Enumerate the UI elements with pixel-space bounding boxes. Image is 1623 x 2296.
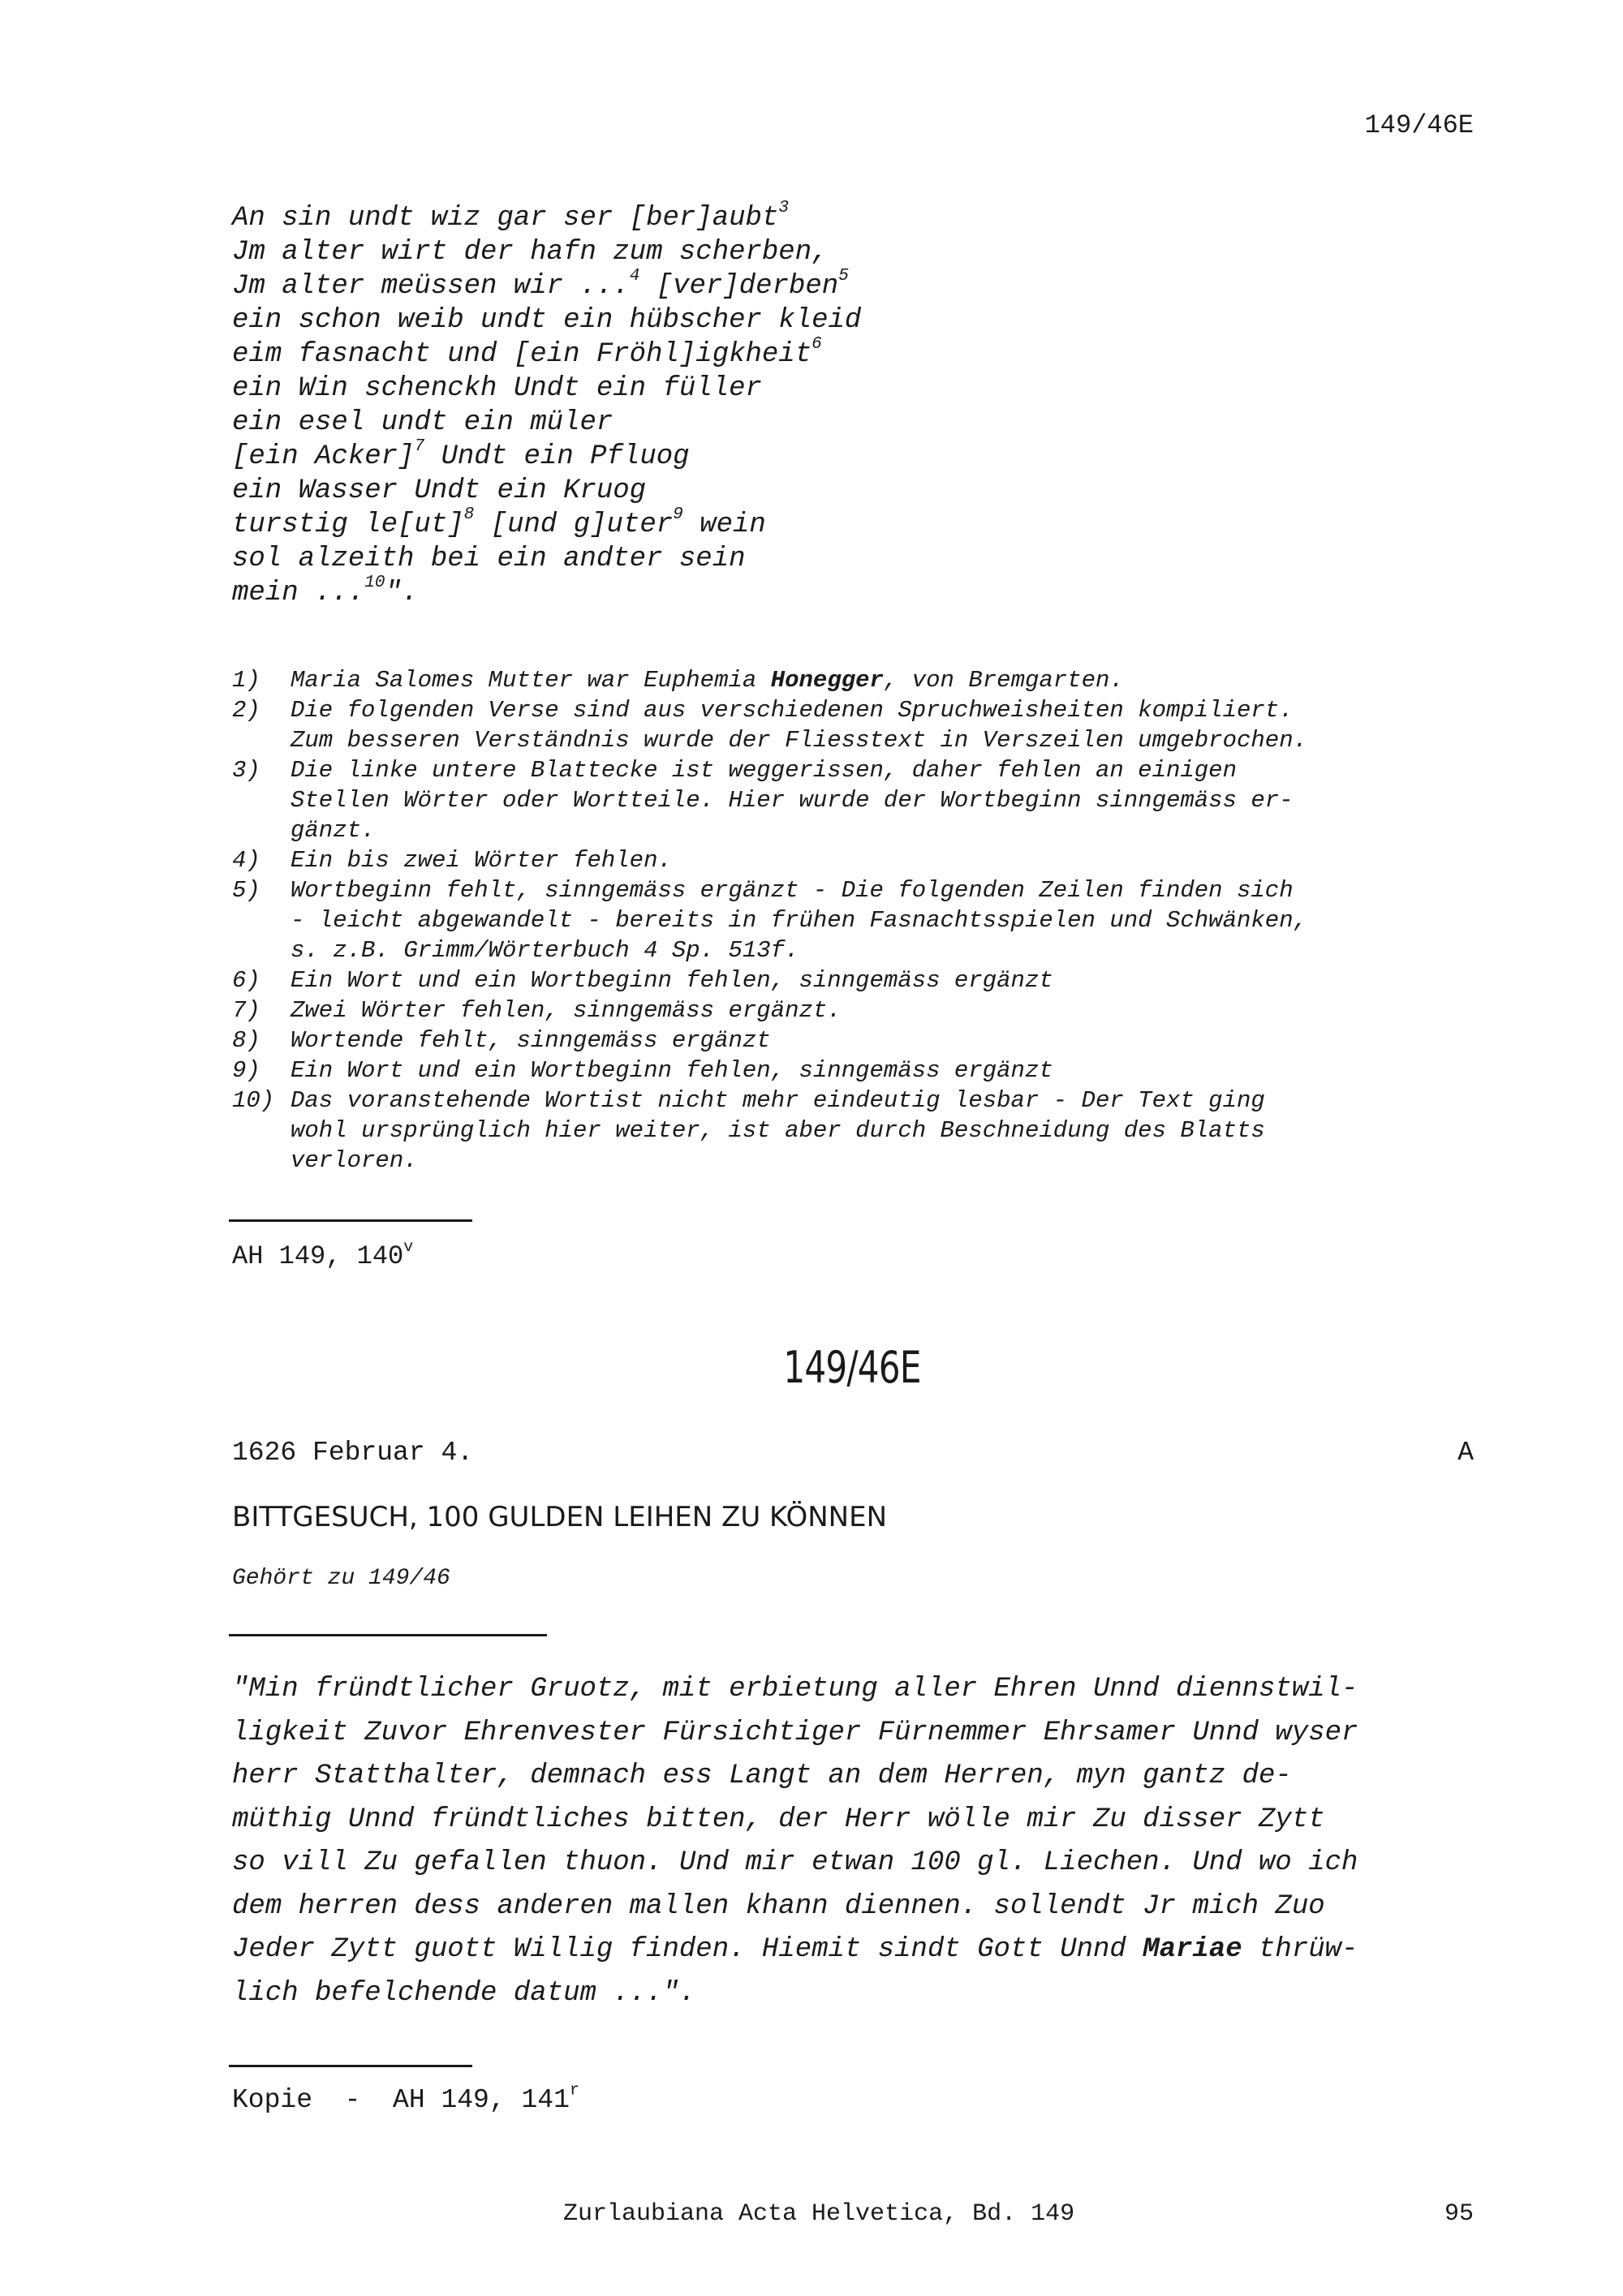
footnotes bbox=[232, 665, 1482, 1176]
entry-title: 149/46E bbox=[783, 1342, 921, 1393]
entry-date: 1626 Februar 4. bbox=[232, 1438, 474, 1468]
footnote: 9) Ein Wort und ein Wortbeginn fehlen, sinngemäss ergänzt bbox=[232, 1057, 1053, 1084]
body-line: so vill Zu gefallen thuon. Und mir etwan 100 gl. Liechen. Und wo ich bbox=[232, 1847, 1358, 1878]
footnote: 6) Ein Wort und ein Wortbeginn fehlen, sinngemäss ergänzt bbox=[232, 967, 1053, 994]
body-line: "Min fründtlicher Gruotz, mit erbietung aller Ehren Unnd diennstwil- bbox=[232, 1674, 1358, 1705]
verse-line: An sin undt wiz gar ser [ber]aubt$^3$ bbox=[232, 198, 789, 234]
footnote: 5) Wortbeginn fehlt, sinngemäss ergänzt - Die folgenden Zeilen finden sich - leicht abgewandelt - bereits in frühen Fasnachtsspielen und Schwänken, s. z.B. Grimm/Wörterbuch 4 Sp. 513f. bbox=[232, 877, 1308, 964]
body-line: ligkeit Zuvor Ehrenvester Fürsichtiger Fürnemmer Ehrsamer Unnd wyser bbox=[232, 1717, 1358, 1748]
verse-line: [ein Acker]$^7$ Undt ein Pfluog bbox=[232, 436, 690, 472]
verse-line: ein esel undt ein müler bbox=[232, 407, 613, 438]
body-line: herr Statthalter, demnach ess Langt an dem Herren, myn gantz de- bbox=[232, 1761, 1292, 1791]
verse-line: ein Win schenckh Undt ein füller bbox=[232, 373, 762, 404]
body-line: Jeder Zytt guott Willig finden. Hiemit sindt Gott Unnd Mariae thrüw- bbox=[232, 1934, 1358, 1965]
verse-line: sol alzeith bei ein andter sein bbox=[232, 544, 746, 574]
entry-subject: BITTGESUCH, 100 GULDEN LEIHEN ZU KÖNNEN bbox=[232, 1501, 888, 1533]
copy-reference: Kopie - AH 149, 141$^r$ bbox=[232, 2081, 580, 2115]
footnote: 8) Wortende fehlt, sinngemäss ergänzt bbox=[232, 1027, 771, 1054]
page-number: 95 bbox=[1444, 2200, 1474, 2228]
body-line: müthig Unnd fründtliches bitten, der Herr wölle mir Zu disser Zytt bbox=[232, 1804, 1325, 1835]
footnote: 2) Die folgenden Verse sind aus verschiedenen Spruchweisheiten kompiliert. Zum besseren Verständnis wurde der Fliesstext in Verszeilen umgebrochen. bbox=[232, 697, 1308, 754]
footnote: 3) Die linke untere Blattecke ist weggerissen, daher fehlen an einigen Stellen Wörter oder Wortteile. Hier wurde der Wortbeginn sinngemäss er- gänzt. bbox=[232, 757, 1294, 844]
archive-reference: AH 149, 140$^v$ bbox=[232, 1237, 414, 1271]
body-line: lich befelchende datum ...". bbox=[232, 1977, 696, 2009]
divider bbox=[229, 1219, 472, 1222]
verse-line: mein ...$^{10}$". bbox=[232, 573, 419, 608]
footnote: 4) Ein bis zwei Wörter fehlen. bbox=[232, 847, 672, 874]
verse-line: ein schon weib undt ein hübscher kleid bbox=[232, 305, 862, 336]
footnote: 7) Zwei Wörter fehlen, sinngemäss ergänzt. bbox=[232, 997, 842, 1024]
verse-line: Jm alter meüssen wir ...$^4$ [ver]derben$^5$ bbox=[232, 266, 849, 302]
footnote: 10) Das voranstehende Wortist nicht mehr eindeutig lesbar - Der Text ging wohl ursprünglich hier weiter, ist aber durch Beschneidung des Blatts verloren. bbox=[232, 1087, 1265, 1174]
verse-line: Jm alter wirt der hafn zum scherben, bbox=[232, 237, 829, 268]
verse-line: turstig le[ut]$^8$ [und g]uter$^9$ wein bbox=[232, 505, 766, 540]
entry-body bbox=[232, 1668, 1482, 2015]
verse-line: eim fasnacht und [ein Fröhl]igkheit$^6$ bbox=[232, 334, 822, 370]
entry-letter: A bbox=[1457, 1438, 1474, 1468]
footnote: 1) Maria Salomes Mutter war Euphemia Honegger, von Bremgarten. bbox=[232, 667, 1124, 694]
entry-belongs-to: Gehört zu 149/46 bbox=[232, 1566, 450, 1591]
divider bbox=[229, 2065, 472, 2067]
verse-block bbox=[232, 198, 862, 610]
page-header-number: 149/46E bbox=[1364, 110, 1474, 140]
footer-publication: Zurlaubiana Acta Helvetica, Bd. 149 bbox=[563, 2200, 1075, 2228]
verse-line: ein Wasser Undt ein Kruog bbox=[232, 475, 647, 506]
body-line: dem herren dess anderen mallen khann diennen. sollendt Jr mich Zuo bbox=[232, 1890, 1325, 1922]
divider bbox=[229, 1634, 547, 1636]
